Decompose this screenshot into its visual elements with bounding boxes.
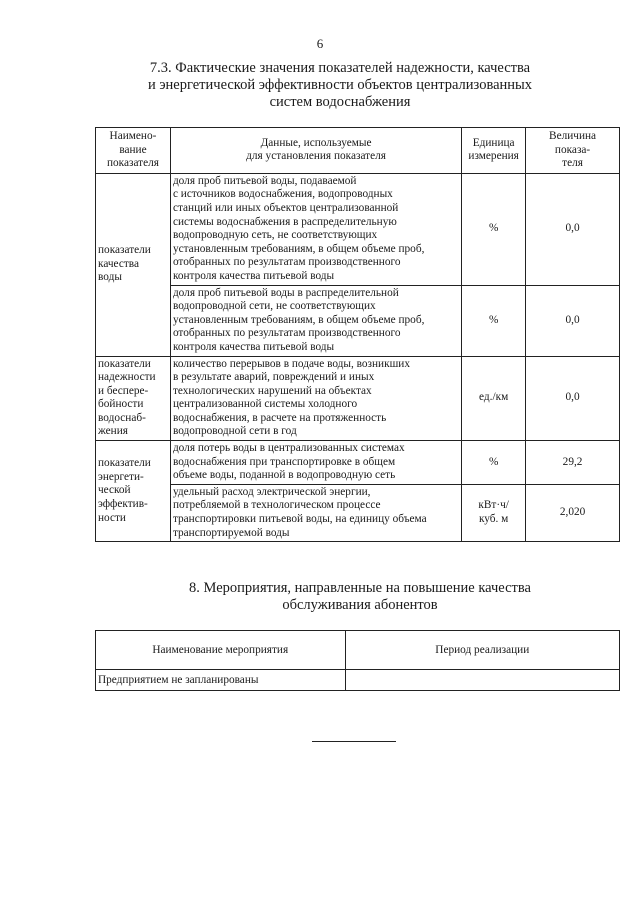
- header-period: Период реализации: [345, 631, 619, 670]
- indicators-header-row: [96, 128, 620, 174]
- indicator-value: 29,2: [526, 441, 620, 485]
- header-measure-name: Наименование мероприятия: [96, 631, 346, 670]
- table-row: [96, 484, 620, 541]
- table-row: [96, 670, 620, 691]
- table-row: [96, 285, 620, 356]
- group-name-energy: показатели энергети- ческой эффектив- ности: [96, 441, 171, 542]
- indicator-description: доля проб питьевой воды в распределительной водопроводной сети, не соответствующих установленным требованиям, в общем объеме проб, отобранных по результатам производственного контроля качества питьевой воды: [170, 285, 461, 356]
- header-indicator-name: Наимено- вание показателя: [96, 128, 171, 174]
- header-data-used: Данные, используемые для установления показателя: [170, 128, 461, 174]
- indicator-value: 2,020: [526, 484, 620, 541]
- indicators-table: [95, 127, 620, 542]
- indicator-description: доля потерь воды в централизованных системах водоснабжения при транспортировке в общем объеме воды, поданной в водопроводную сеть: [170, 441, 461, 485]
- indicator-unit: %: [462, 173, 526, 285]
- indicator-description: доля проб питьевой воды, подаваемой с источников водоснабжения, водопроводных станций или иных объектов централизованной системы водоснабжения в распределительную водопроводную сеть, не соответствующих установленным требованиям, в общем объеме проб, отобранных по результатам производственного контроля качества питьевой воды: [170, 173, 461, 285]
- group-name-quality: показатели качества воды: [96, 173, 171, 356]
- indicator-unit: кВт·ч/ куб. м: [462, 484, 526, 541]
- measure-name: Предприятием не запланированы: [96, 670, 346, 691]
- page-number: 6: [316, 36, 324, 51]
- indicator-unit: ед./км: [462, 356, 526, 441]
- indicator-unit: %: [462, 441, 526, 485]
- header-value: Величина показа- теля: [526, 128, 620, 174]
- measure-period: [345, 670, 619, 691]
- table-row: [96, 173, 620, 285]
- section-8-title: 8. Мероприятия, направленные на повышение качества обслуживания абонентов: [189, 580, 531, 613]
- section-7-3-title: 7.3. Фактические значения показателей надежности, качества и энергетической эффективности объектов централизованных систем водоснабжения: [147, 60, 533, 110]
- table-row: [96, 441, 620, 485]
- indicator-unit: %: [462, 285, 526, 356]
- indicator-description: удельный расход электрической энергии, потребляемой в технологическом процессе транспортировки питьевой воды, на единицу объема транспортируемой воды: [170, 484, 461, 541]
- group-name-reliability: показатели надежности и беспере- бойности водоснаб- жения: [96, 356, 171, 441]
- closing-rule: [312, 741, 396, 742]
- measures-header-row: [96, 631, 620, 670]
- indicator-value: 0,0: [526, 173, 620, 285]
- indicator-description: количество перерывов в подаче воды, возникших в результате аварий, повреждений и иных технологических нарушений на объектах централизованной системы холодного водоснабжения, в расчете на протяженность водопроводной сети в год: [170, 356, 461, 441]
- header-unit: Единица измерения: [462, 128, 526, 174]
- measures-table: [95, 630, 620, 691]
- indicator-value: 0,0: [526, 285, 620, 356]
- table-row: [96, 356, 620, 441]
- indicator-value: 0,0: [526, 356, 620, 441]
